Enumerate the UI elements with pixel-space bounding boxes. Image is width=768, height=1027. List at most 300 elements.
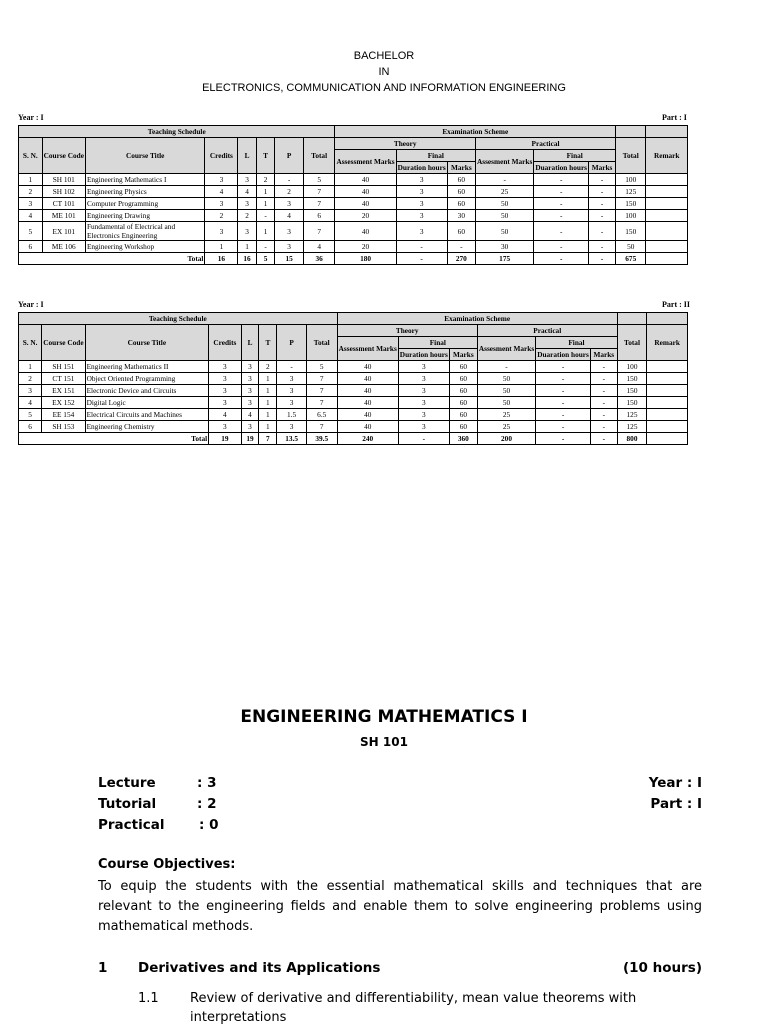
course-title-cell: Electronic Device and Circuits — [85, 385, 209, 397]
table-cell: 7 — [303, 222, 335, 241]
total-cell: 200 — [477, 433, 535, 445]
table-cell — [647, 373, 688, 385]
table-cell: 7 — [306, 373, 337, 385]
table-cell: - — [590, 397, 617, 409]
table-cell: - — [589, 186, 616, 198]
table-cell: 60 — [447, 198, 475, 210]
table-cell: - — [536, 397, 591, 409]
table-cell: 1 — [256, 198, 275, 210]
header-marks-theory: Marks — [449, 349, 477, 361]
table-cell: - — [277, 361, 306, 373]
table-cell: 50 — [477, 385, 535, 397]
course-title-cell: Engineering Chemistry — [85, 421, 209, 433]
table-cell — [646, 210, 688, 222]
table-cell: 3 — [205, 222, 238, 241]
table-cell: 1 — [259, 397, 277, 409]
table-cell: EX 151 — [42, 385, 85, 397]
table-cell: 1 — [259, 373, 277, 385]
header-final-theory: Final — [398, 337, 477, 349]
table-cell: 3 — [238, 198, 256, 210]
degree-line-1: BACHELOR — [353, 50, 415, 62]
table-cell: 3 — [396, 186, 447, 198]
table-cell: 150 — [617, 397, 647, 409]
table-cell: - — [534, 210, 589, 222]
total-cell: 15 — [275, 253, 303, 265]
table-cell: 3 — [19, 198, 43, 210]
header-credits: Credits — [205, 138, 238, 174]
table-cell: 2 — [259, 361, 277, 373]
table-cell: 7 — [306, 421, 337, 433]
table-cell: 4 — [238, 186, 256, 198]
table-cell: 60 — [449, 409, 477, 421]
table-cell: 3 — [275, 241, 303, 253]
header-assessment-practical: Assesment Marks — [477, 337, 535, 361]
total-cell: 7 — [259, 433, 277, 445]
header-course-title: Course Title — [85, 138, 204, 174]
header-duration-theory: Duration hours — [399, 350, 448, 359]
table2-year: Year : I — [18, 300, 44, 309]
header-p: P — [277, 325, 306, 361]
table-cell: 25 — [477, 409, 535, 421]
table-cell: 6 — [303, 210, 335, 222]
table-cell: 30 — [475, 241, 533, 253]
table-cell — [647, 421, 688, 433]
schedule-table-part-1 — [18, 125, 688, 265]
table1-year: Year : I — [18, 113, 44, 122]
table-cell: 7 — [306, 397, 337, 409]
table-cell: 3 — [19, 385, 42, 397]
table-cell: 3 — [277, 421, 306, 433]
header-blank — [647, 313, 688, 325]
total-cell: 360 — [449, 433, 477, 445]
course-code: SH 101 — [360, 735, 408, 749]
total-label: Total — [19, 433, 209, 445]
table-cell: ME 101 — [42, 210, 85, 222]
table-row — [19, 361, 688, 373]
header-blank — [616, 126, 646, 138]
total-cell: 800 — [617, 433, 647, 445]
table-cell: - — [589, 174, 616, 186]
table-row — [19, 421, 688, 433]
table-cell: 60 — [447, 222, 475, 241]
header-examination-scheme: Examination Scheme — [337, 313, 617, 325]
table-cell: 3 — [396, 210, 447, 222]
header-grand-total: Total — [616, 138, 646, 174]
header-total: Total — [306, 325, 337, 361]
total-cell: 13.5 — [277, 433, 306, 445]
table-cell — [647, 397, 688, 409]
table-cell: 40 — [337, 421, 398, 433]
total-cell: - — [590, 433, 617, 445]
table-cell: SH 153 — [42, 421, 85, 433]
header-theory: Theory — [337, 325, 477, 337]
table-cell: 1 — [259, 421, 277, 433]
table-cell: - — [536, 361, 591, 373]
table-cell: 1.5 — [277, 409, 306, 421]
table-cell: 5 — [303, 174, 335, 186]
table-cell: 60 — [449, 385, 477, 397]
total-cell: - — [534, 253, 589, 265]
table-cell: 3 — [275, 222, 303, 241]
table-cell: - — [534, 198, 589, 210]
total-cell: 19 — [209, 433, 241, 445]
header-credits: Credits — [209, 325, 241, 361]
table-cell: 50 — [616, 241, 646, 253]
header-course-code: Course Code — [42, 138, 85, 174]
table-cell: SH 101 — [42, 174, 85, 186]
table-row — [19, 186, 688, 198]
header-assessment-theory: Assessment Marks — [337, 337, 398, 361]
header-final-practical: Final — [534, 150, 616, 162]
course-title-cell: Electrical Circuits and Machines — [85, 409, 209, 421]
table-cell: 2 — [238, 210, 256, 222]
table-cell: 3 — [398, 409, 449, 421]
tutorial-value: : 2 — [197, 796, 217, 812]
table-cell: 4 — [303, 241, 335, 253]
table-cell: 3 — [396, 198, 447, 210]
total-cell — [646, 253, 688, 265]
table-cell: - — [590, 385, 617, 397]
table-cell: 3 — [277, 385, 306, 397]
table-cell: 3 — [209, 361, 241, 373]
header-duration-theory: Duration hours — [397, 163, 446, 172]
header-final-practical: Final — [536, 337, 618, 349]
table-cell: ME 106 — [42, 241, 85, 253]
practical-value: : 0 — [199, 817, 219, 833]
table-cell: CT 101 — [42, 198, 85, 210]
header-assessment-practical: Assesment Marks — [475, 150, 533, 174]
table-cell: - — [534, 241, 589, 253]
table-cell: 3 — [398, 361, 449, 373]
table-cell: EX 152 — [42, 397, 85, 409]
table-cell: 40 — [337, 373, 398, 385]
table-cell: 1 — [19, 174, 43, 186]
table-cell: 4 — [209, 409, 241, 421]
header-blank — [617, 313, 647, 325]
degree-line-2: IN — [378, 66, 390, 78]
table-cell: 1 — [256, 186, 275, 198]
total-label: Total — [19, 253, 205, 265]
table-row — [19, 210, 688, 222]
table-cell: 3 — [238, 222, 256, 241]
table-cell: 5 — [19, 222, 43, 241]
table-cell: 40 — [335, 198, 396, 210]
table-cell: 7 — [303, 186, 335, 198]
header-duration-practical: Duaration hours — [535, 163, 588, 172]
table-cell: - — [589, 210, 616, 222]
total-cell: 270 — [447, 253, 475, 265]
table-cell: 40 — [337, 385, 398, 397]
table-cell: 3 — [209, 421, 241, 433]
course-title-cell: Engineering Mathematics I — [85, 174, 204, 186]
table-cell: 125 — [616, 186, 646, 198]
table-cell: 4 — [19, 397, 42, 409]
table-cell: 1 — [238, 241, 256, 253]
table-cell: 1 — [256, 222, 275, 241]
table-cell — [647, 361, 688, 373]
table-cell: 40 — [337, 409, 398, 421]
header-blank — [646, 126, 688, 138]
total-cell: 19 — [241, 433, 259, 445]
table-cell: - — [475, 174, 533, 186]
table-cell: - — [590, 421, 617, 433]
table-cell: 4 — [275, 210, 303, 222]
course-title-cell: Engineering Physics — [85, 186, 204, 198]
total-cell: 5 — [256, 253, 275, 265]
total-cell: - — [398, 433, 449, 445]
table-cell: 25 — [477, 421, 535, 433]
table-cell: - — [589, 241, 616, 253]
table-cell: - — [396, 241, 447, 253]
table-cell: 3 — [241, 361, 259, 373]
header-examination-scheme: Examination Scheme — [335, 126, 616, 138]
course-title-cell: Computer Programming — [85, 198, 204, 210]
header-total: Total — [303, 138, 335, 174]
table-cell: 150 — [617, 385, 647, 397]
table-cell: 3 — [205, 198, 238, 210]
header-grand-total: Total — [617, 325, 647, 361]
table-cell: 3 — [277, 373, 306, 385]
table-cell — [647, 385, 688, 397]
table-cell: 30 — [447, 210, 475, 222]
table-cell: 2 — [205, 210, 238, 222]
total-row — [19, 253, 688, 265]
table-cell: EE 154 — [42, 409, 85, 421]
table-cell: - — [590, 409, 617, 421]
table-cell: 100 — [616, 210, 646, 222]
header-course-code: Course Code — [42, 325, 85, 361]
table-cell: 4 — [19, 210, 43, 222]
table1-body — [19, 174, 688, 265]
table-cell: 40 — [335, 174, 396, 186]
table-cell: 50 — [477, 397, 535, 409]
table-row — [19, 385, 688, 397]
course-title: ENGINEERING MATHEMATICS I — [240, 707, 528, 727]
table2-body — [19, 361, 688, 445]
table-cell: 100 — [617, 361, 647, 373]
table-cell: CT 151 — [42, 373, 85, 385]
table-cell: 2 — [256, 174, 275, 186]
table-cell: 125 — [617, 409, 647, 421]
table-cell — [646, 241, 688, 253]
table-cell: 60 — [449, 421, 477, 433]
table-cell: 3 — [396, 174, 447, 186]
header-sn: S. N. — [19, 138, 43, 174]
table-cell: 3 — [241, 373, 259, 385]
header-practical: Practical — [477, 325, 617, 337]
table-cell — [646, 174, 688, 186]
header-course-title: Course Title — [85, 325, 209, 361]
table-cell: 40 — [337, 397, 398, 409]
table-cell: 3 — [396, 222, 447, 241]
table-cell: 3 — [241, 421, 259, 433]
table-cell: 50 — [477, 373, 535, 385]
table-cell: - — [589, 198, 616, 210]
course-title-cell: Engineering Workshop — [85, 241, 204, 253]
table-row — [19, 222, 688, 241]
table-cell: 1 — [19, 361, 42, 373]
header-p: P — [275, 138, 303, 174]
section-hours: (10 hours) — [622, 960, 702, 976]
table-cell: 60 — [449, 397, 477, 409]
total-cell: 16 — [238, 253, 256, 265]
subsection-text: Review of derivative and differentiability, mean value theorems with interpretations — [190, 991, 637, 1025]
table-cell: 3 — [209, 385, 241, 397]
table-cell: 3 — [209, 373, 241, 385]
table-cell: 60 — [447, 174, 475, 186]
course-title-cell: Object Oriented Programming — [85, 373, 209, 385]
header-practical: Practical — [475, 138, 615, 150]
total-cell — [647, 433, 688, 445]
header-teaching-schedule: Teaching Schedule — [19, 126, 335, 138]
table-cell: - — [536, 373, 591, 385]
total-cell: 240 — [337, 433, 398, 445]
table-cell: 4 — [241, 409, 259, 421]
table-cell: 3 — [209, 397, 241, 409]
part-info: Part : I — [650, 796, 702, 812]
table-cell: - — [536, 385, 591, 397]
table-cell: 3 — [277, 397, 306, 409]
degree-title — [0, 48, 768, 96]
header-sn: S. N. — [19, 325, 42, 361]
table-cell: - — [536, 421, 591, 433]
table-cell: 3 — [398, 385, 449, 397]
header-theory: Theory — [335, 138, 476, 150]
table-cell — [646, 186, 688, 198]
table-cell: - — [256, 241, 275, 253]
header-final-theory: Final — [396, 150, 475, 162]
table-cell: 3 — [275, 198, 303, 210]
table-cell: 6.5 — [306, 409, 337, 421]
table-cell: EX 101 — [42, 222, 85, 241]
table-cell: 25 — [475, 186, 533, 198]
table-cell: - — [447, 241, 475, 253]
table-row — [19, 373, 688, 385]
table-cell: - — [536, 409, 591, 421]
course-title-cell: Fundamental of Electrical and Electronics Engineering — [85, 222, 204, 241]
table-cell: 20 — [335, 210, 396, 222]
tutorial-label: Tutorial — [98, 796, 157, 812]
header-t: T — [259, 325, 277, 361]
table-cell: - — [534, 186, 589, 198]
table-cell: 150 — [616, 222, 646, 241]
objectives-heading: Course Objectives: — [98, 857, 236, 872]
header-teaching-schedule: Teaching Schedule — [19, 313, 338, 325]
table-cell: 2 — [275, 186, 303, 198]
header-remark: Remark — [647, 325, 688, 361]
table-cell: 125 — [617, 421, 647, 433]
table-row — [19, 409, 688, 421]
table-cell: - — [590, 361, 617, 373]
table-cell: - — [275, 174, 303, 186]
table-cell: 50 — [475, 210, 533, 222]
table-cell: 40 — [335, 222, 396, 241]
table1-part: Part : I — [662, 113, 687, 122]
total-cell: - — [589, 253, 616, 265]
header-t: T — [256, 138, 275, 174]
lecture-label: Lecture — [98, 775, 156, 791]
total-cell: - — [396, 253, 447, 265]
table-cell: 3 — [241, 385, 259, 397]
table-cell: 20 — [335, 241, 396, 253]
table-cell: 50 — [475, 198, 533, 210]
header-marks-theory: Marks — [447, 162, 475, 174]
schedule-table-part-2 — [18, 312, 688, 445]
objectives-text: To equip the students with the essential mathematical skills and techniques that are relevant to the engineering fields and enable them to solve engineering problems using mathematical methods. — [98, 879, 702, 934]
table-cell: 60 — [449, 361, 477, 373]
table-cell: 40 — [335, 186, 396, 198]
table-cell: 1 — [205, 241, 238, 253]
total-cell: 675 — [616, 253, 646, 265]
table-cell: - — [477, 361, 535, 373]
table-cell: - — [590, 373, 617, 385]
table-cell — [646, 198, 688, 210]
table-cell: 3 — [398, 373, 449, 385]
table-cell: 7 — [306, 385, 337, 397]
header-remark: Remark — [646, 138, 688, 174]
total-cell: 175 — [475, 253, 533, 265]
table-cell: 7 — [303, 198, 335, 210]
table-cell: 3 — [398, 421, 449, 433]
course-title-cell: Engineering Mathematics II — [85, 361, 209, 373]
header-l: L — [238, 138, 256, 174]
table-row — [19, 397, 688, 409]
table-cell: 3 — [398, 397, 449, 409]
table-cell: - — [256, 210, 275, 222]
header-assessment-theory: Assessment Marks — [335, 150, 396, 174]
table-cell: 1 — [259, 385, 277, 397]
header-marks-practical: Marks — [589, 162, 616, 174]
table-cell — [647, 409, 688, 421]
table-cell: 6 — [19, 421, 42, 433]
table-cell: 1 — [259, 409, 277, 421]
course-title-cell: Digital Logic — [85, 397, 209, 409]
table-cell: 5 — [19, 409, 42, 421]
table-cell: 40 — [337, 361, 398, 373]
table-cell: SH 102 — [42, 186, 85, 198]
header-marks-practical: Marks — [590, 349, 617, 361]
lecture-value: : 3 — [197, 775, 217, 791]
total-cell: 36 — [303, 253, 335, 265]
table-cell: 150 — [617, 373, 647, 385]
table-cell: 3 — [238, 174, 256, 186]
table-cell: 4 — [205, 186, 238, 198]
table-cell: 60 — [447, 186, 475, 198]
degree-line-3: ELECTRONICS, COMMUNICATION AND INFORMATION ENGINEERING — [202, 82, 566, 94]
section-number: 1 — [98, 960, 108, 976]
year-info: Year : I — [648, 775, 702, 791]
total-row — [19, 433, 688, 445]
table-cell: 50 — [475, 222, 533, 241]
table-cell: SH 151 — [42, 361, 85, 373]
table-header — [19, 126, 688, 174]
total-cell: 16 — [205, 253, 238, 265]
table-row — [19, 241, 688, 253]
section-title: Derivatives and its Applications — [138, 960, 381, 976]
table-cell: - — [589, 222, 616, 241]
table-cell: 6 — [19, 241, 43, 253]
total-cell: - — [536, 433, 591, 445]
practical-label: Practical — [98, 817, 165, 833]
table-header — [19, 313, 688, 361]
table-row — [19, 198, 688, 210]
table-cell: - — [534, 222, 589, 241]
course-title-cell: Engineering Drawing — [85, 210, 204, 222]
table-cell: 100 — [616, 174, 646, 186]
table2-part: Part : II — [662, 300, 690, 309]
total-cell: 180 — [335, 253, 396, 265]
header-l: L — [241, 325, 259, 361]
